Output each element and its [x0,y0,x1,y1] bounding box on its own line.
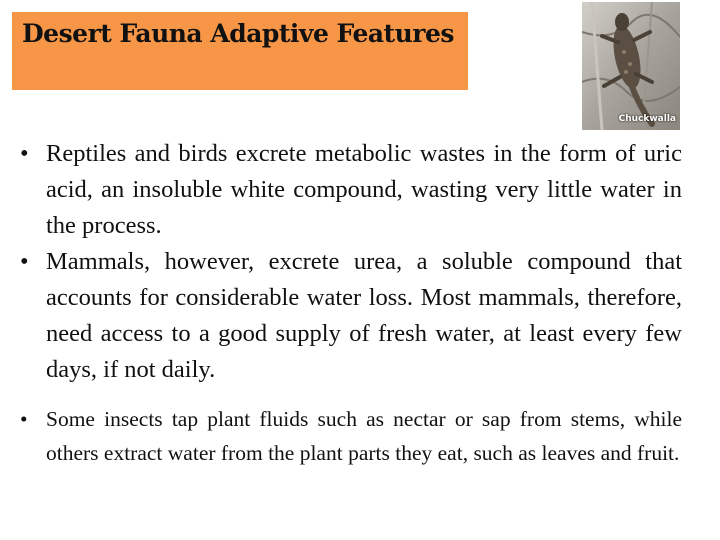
lizard-photo-icon [582,2,680,130]
bullet-text: Reptiles and birds excrete metabolic wastes in the form of uric acid, an insoluble white compound, wasting very little water in the process. [46,140,682,239]
bullet-item [18,136,682,244]
photo-caption: Chuckwalla [618,114,676,124]
slide-title: Desert Fauna Adaptive Features [22,19,454,48]
bullet-icon: • [20,248,29,275]
bullet-icon: • [20,407,28,431]
bullet-item [18,244,682,388]
bullet-icon: • [20,140,29,167]
chuckwalla-photo [582,2,680,130]
bullet-item [18,402,682,470]
bullet-text: Some insects tap plant fluids such as nectar or sap from stems, while others extract water from the plant parts they eat, such as leaves and fruit. [46,407,682,465]
bullet-list [18,136,682,470]
bullet-text: Mammals, however, excrete urea, a soluble compound that accounts for considerable water loss. Most mammals, therefore, need access to a good supply of fresh water, at least every few days, if not daily. [46,248,682,383]
title-banner [12,12,468,90]
